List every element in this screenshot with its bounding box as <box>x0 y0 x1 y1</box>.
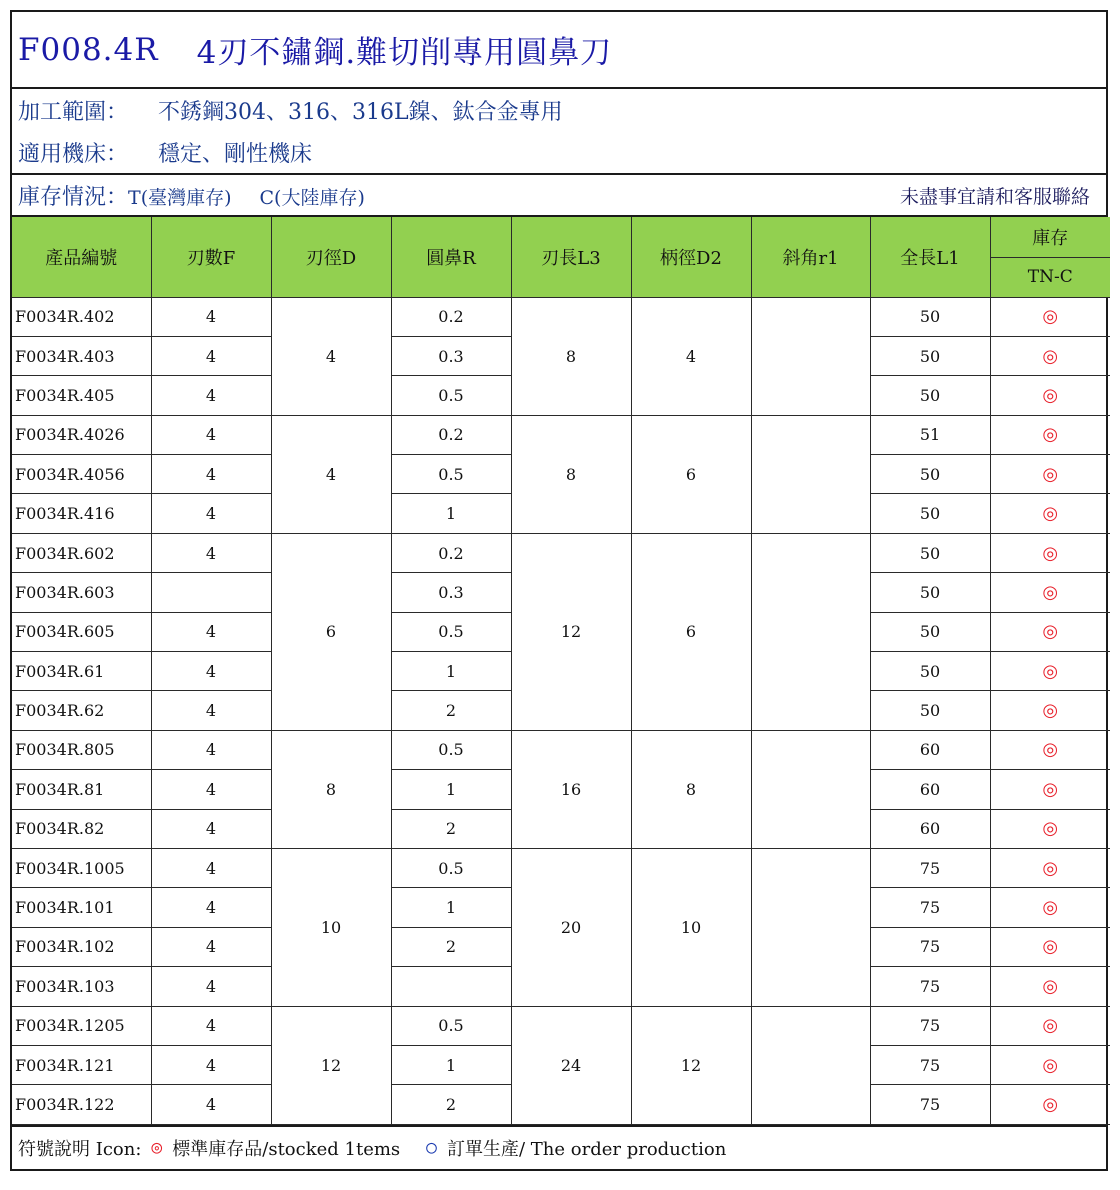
info-label: 加工範圍： <box>18 99 129 125</box>
cell-chamfer <box>751 1006 870 1124</box>
cell-part: F0034R.4026 <box>12 415 151 454</box>
stock-mark-icon: ◎ <box>990 533 1110 572</box>
cell-flutes: 4 <box>151 612 271 651</box>
cell-part: F0034R.121 <box>12 1045 151 1084</box>
cell-flutes: 4 <box>151 770 271 809</box>
stock-mark-icon: ◎ <box>990 888 1110 927</box>
cell-diameter: 6 <box>271 533 391 730</box>
cell-flutes: 4 <box>151 336 271 375</box>
cell-overall: 50 <box>870 612 990 651</box>
info-row-range <box>12 89 1106 131</box>
info-value: 不銹鋼304、316、316L鎳、鈦合金專用 <box>158 99 563 125</box>
cell-radius: 1 <box>391 888 511 927</box>
header-radius: 圓鼻R <box>391 217 511 297</box>
cell-radius: 2 <box>391 809 511 848</box>
cell-flutes: 4 <box>151 533 271 572</box>
table-row <box>12 297 1110 336</box>
cell-diameter: 4 <box>271 415 391 533</box>
page-title <box>12 12 1106 89</box>
cell-radius <box>391 967 511 1006</box>
stock-mark-icon: ◎ <box>990 612 1110 651</box>
cell-radius: 2 <box>391 1085 511 1124</box>
cell-chamfer <box>751 533 870 730</box>
stock-mark-icon: ◎ <box>990 691 1110 730</box>
cell-overall: 75 <box>870 1006 990 1045</box>
cell-overall: 50 <box>870 297 990 336</box>
table-body <box>12 297 1110 1124</box>
cell-part: F0034R.103 <box>12 967 151 1006</box>
cell-radius: 1 <box>391 1045 511 1084</box>
cell-radius: 1 <box>391 494 511 533</box>
cell-flutes: 4 <box>151 652 271 691</box>
cell-part: F0034R.416 <box>12 494 151 533</box>
cell-part: F0034R.605 <box>12 612 151 651</box>
cell-overall: 75 <box>870 848 990 887</box>
cell-shank: 6 <box>631 533 751 730</box>
cell-radius: 2 <box>391 691 511 730</box>
stock-mark-icon: ◎ <box>990 927 1110 966</box>
cell-radius: 0.5 <box>391 612 511 651</box>
cell-radius: 0.3 <box>391 573 511 612</box>
cell-diameter: 12 <box>271 1006 391 1124</box>
stock-mark-icon: ◎ <box>990 415 1110 454</box>
cell-flutes: 4 <box>151 1045 271 1084</box>
cell-overall: 60 <box>870 809 990 848</box>
header-diameter: 刃徑D <box>271 217 391 297</box>
stock-mark-icon: ◎ <box>990 1006 1110 1045</box>
legend <box>12 1125 1106 1169</box>
cell-length: 24 <box>511 1006 631 1124</box>
header-stock-sub: TN-C <box>990 257 1110 297</box>
cell-part: F0034R.61 <box>12 652 151 691</box>
cell-chamfer <box>751 297 870 415</box>
cell-radius: 2 <box>391 927 511 966</box>
stocked-icon: ◎ <box>151 1137 163 1159</box>
stock-mark-icon: ◎ <box>990 573 1110 612</box>
cell-flutes: 4 <box>151 691 271 730</box>
cell-shank: 8 <box>631 730 751 848</box>
cell-flutes: 4 <box>151 809 271 848</box>
product-sheet <box>10 10 1108 1171</box>
cell-diameter: 4 <box>271 297 391 415</box>
cell-length: 20 <box>511 848 631 1006</box>
cell-flutes: 4 <box>151 888 271 927</box>
table-row <box>12 730 1110 769</box>
header-length: 刃長L3 <box>511 217 631 297</box>
stock-mark-icon: ◎ <box>990 1045 1110 1084</box>
product-name: 4刃不鏽鋼.難切削專用圓鼻刀 <box>196 35 613 71</box>
cell-overall: 50 <box>870 336 990 375</box>
header-flutes: 刃數F <box>151 217 271 297</box>
cell-radius: 0.5 <box>391 376 511 415</box>
stock-info-t: T(臺灣庫存) <box>128 186 232 209</box>
cell-overall: 60 <box>870 730 990 769</box>
cell-part: F0034R.122 <box>12 1085 151 1124</box>
cell-flutes: 4 <box>151 376 271 415</box>
legend-label: 符號說明 Icon: <box>18 1138 142 1160</box>
info-label: 適用機床： <box>18 141 129 167</box>
cell-radius: 1 <box>391 652 511 691</box>
cell-overall: 75 <box>870 888 990 927</box>
stock-info-row <box>12 175 1106 217</box>
table-row <box>12 533 1110 572</box>
cell-radius: 1 <box>391 770 511 809</box>
order-icon: ○ <box>426 1137 438 1159</box>
cell-overall: 50 <box>870 652 990 691</box>
header-overall: 全長L1 <box>870 217 990 297</box>
service-note: 未盡事宜請和客服聯絡 <box>899 185 1090 208</box>
cell-flutes: 4 <box>151 455 271 494</box>
cell-part: F0034R.603 <box>12 573 151 612</box>
product-table <box>12 217 1110 1125</box>
stocked-text: 標準庫存品/stocked 1tems <box>172 1138 401 1160</box>
cell-overall: 51 <box>870 415 990 454</box>
cell-radius: 0.5 <box>391 455 511 494</box>
cell-length: 8 <box>511 415 631 533</box>
cell-part: F0034R.402 <box>12 297 151 336</box>
header-part: 產品編號 <box>12 217 151 297</box>
cell-part: F0034R.403 <box>12 336 151 375</box>
stock-mark-icon: ◎ <box>990 455 1110 494</box>
cell-radius: 0.3 <box>391 336 511 375</box>
cell-shank: 10 <box>631 848 751 1006</box>
cell-shank: 12 <box>631 1006 751 1124</box>
cell-overall: 50 <box>870 455 990 494</box>
cell-overall: 75 <box>870 1085 990 1124</box>
cell-radius: 0.2 <box>391 415 511 454</box>
cell-overall: 75 <box>870 927 990 966</box>
cell-part: F0034R.81 <box>12 770 151 809</box>
stock-mark-icon: ◎ <box>990 494 1110 533</box>
cell-part: F0034R.82 <box>12 809 151 848</box>
cell-flutes: 4 <box>151 1006 271 1045</box>
cell-radius: 0.5 <box>391 1006 511 1045</box>
cell-flutes: 4 <box>151 297 271 336</box>
stock-mark-icon: ◎ <box>990 652 1110 691</box>
stock-mark-icon: ◎ <box>990 770 1110 809</box>
cell-length: 16 <box>511 730 631 848</box>
cell-diameter: 10 <box>271 848 391 1006</box>
cell-length: 12 <box>511 533 631 730</box>
cell-radius: 0.2 <box>391 297 511 336</box>
header-shank: 柄徑D2 <box>631 217 751 297</box>
cell-part: F0034R.102 <box>12 927 151 966</box>
stock-mark-icon: ◎ <box>990 967 1110 1006</box>
cell-overall: 75 <box>870 967 990 1006</box>
cell-flutes: 4 <box>151 415 271 454</box>
cell-radius: 0.2 <box>391 533 511 572</box>
cell-part: F0034R.805 <box>12 730 151 769</box>
cell-part: F0034R.602 <box>12 533 151 572</box>
cell-chamfer <box>751 730 870 848</box>
cell-shank: 4 <box>631 297 751 415</box>
cell-flutes: 4 <box>151 927 271 966</box>
table-row <box>12 848 1110 887</box>
cell-part: F0034R.405 <box>12 376 151 415</box>
cell-part: F0034R.1005 <box>12 848 151 887</box>
cell-part: F0034R.62 <box>12 691 151 730</box>
stock-mark-icon: ◎ <box>990 730 1110 769</box>
cell-overall: 60 <box>870 770 990 809</box>
table-row <box>12 1006 1110 1045</box>
info-value: 穩定、剛性機床 <box>158 141 313 167</box>
cell-chamfer <box>751 415 870 533</box>
cell-overall: 75 <box>870 1045 990 1084</box>
header-stock: 庫存 <box>990 217 1110 257</box>
stock-mark-icon: ◎ <box>990 809 1110 848</box>
order-text: 訂單生產/ The order production <box>447 1138 727 1160</box>
product-code: F008.4R <box>18 31 159 68</box>
cell-flutes: 4 <box>151 494 271 533</box>
cell-shank: 6 <box>631 415 751 533</box>
cell-overall: 50 <box>870 533 990 572</box>
header-chamfer: 斜角r1 <box>751 217 870 297</box>
stock-info-c: C(大陸庫存) <box>259 186 365 209</box>
cell-flutes: 4 <box>151 848 271 887</box>
stock-info <box>18 180 365 211</box>
cell-radius: 0.5 <box>391 848 511 887</box>
cell-chamfer <box>751 848 870 1006</box>
cell-overall: 50 <box>870 691 990 730</box>
stock-mark-icon: ◎ <box>990 1085 1110 1124</box>
stock-mark-icon: ◎ <box>990 297 1110 336</box>
stock-mark-icon: ◎ <box>990 376 1110 415</box>
cell-diameter: 8 <box>271 730 391 848</box>
cell-overall: 50 <box>870 376 990 415</box>
cell-overall: 50 <box>870 494 990 533</box>
cell-flutes: 4 <box>151 1085 271 1124</box>
cell-part: F0034R.101 <box>12 888 151 927</box>
cell-overall: 50 <box>870 573 990 612</box>
cell-flutes: 4 <box>151 967 271 1006</box>
cell-part: F0034R.1205 <box>12 1006 151 1045</box>
info-row-machine <box>12 131 1106 175</box>
cell-flutes <box>151 573 271 612</box>
stock-mark-icon: ◎ <box>990 336 1110 375</box>
cell-flutes: 4 <box>151 730 271 769</box>
table-row <box>12 415 1110 454</box>
cell-radius: 0.5 <box>391 730 511 769</box>
stock-mark-icon: ◎ <box>990 848 1110 887</box>
cell-length: 8 <box>511 297 631 415</box>
stock-info-label: 庫存情況： <box>18 184 129 210</box>
cell-part: F0034R.4056 <box>12 455 151 494</box>
